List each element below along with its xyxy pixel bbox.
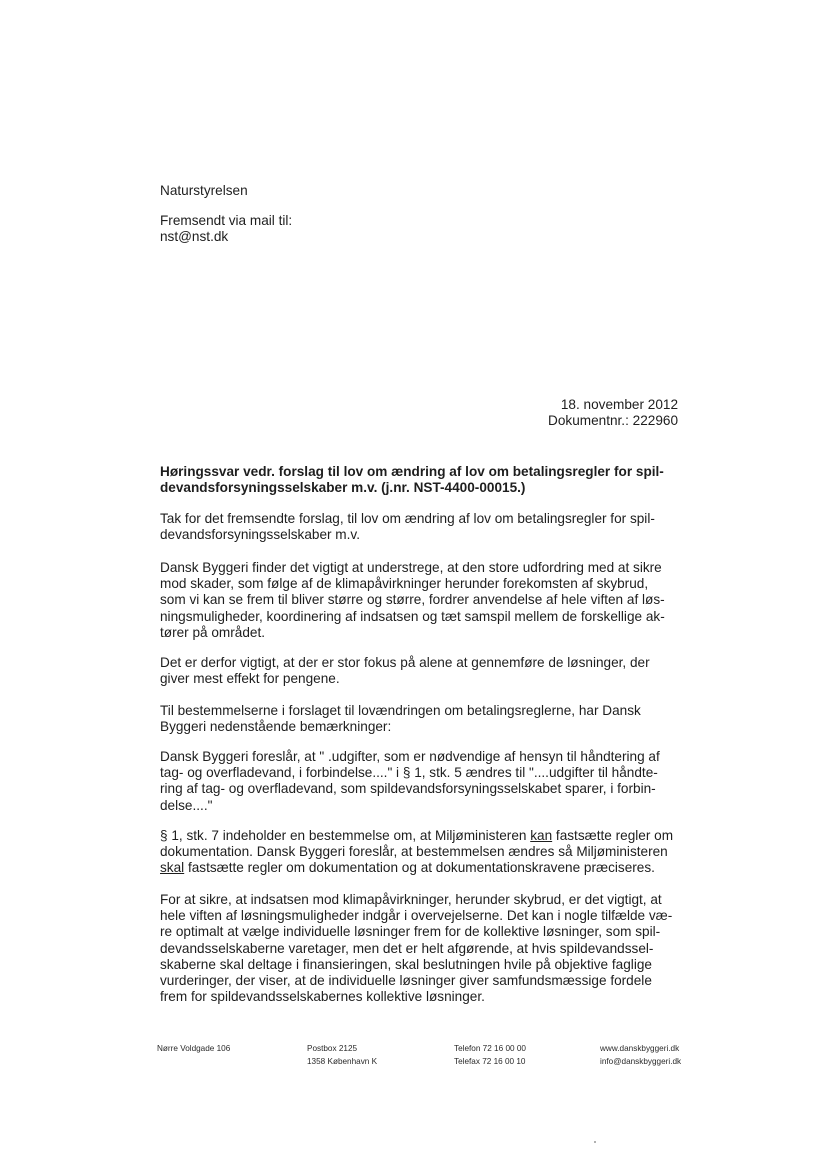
text-line: Dansk Byggeri foreslår, at " .udgifter, som er nødvendige af hensyn til håndtering af (160, 749, 660, 764)
footer-postbox (307, 1043, 377, 1068)
recipient-block (160, 183, 678, 246)
text-line: devandsselskaberne varetager, men det er helt afgørende, at hvis spildevandssel- (160, 940, 654, 956)
footer-fax: Telefax 72 16 00 10 (454, 1056, 526, 1066)
text-line: dokumentation. Dansk Byggeri foreslår, at bestemmelsen ændres så Miljøministeren (160, 844, 668, 860)
text-line: Dansk Byggeri finder det vigtigt at understrege, at den store udfordring med at sikre (160, 560, 662, 575)
scan-speck (594, 1141, 596, 1143)
footer-address (157, 1043, 230, 1056)
text-line: skaberne skal deltage i finansieringen, skal beslutningen hvile på objektive faglige (160, 956, 652, 972)
sent-via-label: Fremsendt via mail til: (160, 213, 293, 229)
text-line: hele viften af løsningsmuligheder indgår i overvejelserne. Det kan i nogle tilfælde væ- (160, 908, 673, 924)
text-line: giver mest effekt for pengene. (160, 671, 340, 687)
paragraph-4 (160, 703, 678, 735)
underlined-word: skal (160, 860, 185, 876)
text-line: mod skader, som følge af de klimapåvirkninger herunder forekomsten af skybrud, (160, 576, 649, 592)
paragraph-2 (160, 560, 678, 641)
text-line (160, 860, 678, 876)
footer-phone: Telefon 72 16 00 00 (454, 1044, 526, 1053)
text-line: vurderinger, der viser, at de individuelle løsninger giver samfundsmæssige fordele (160, 973, 652, 989)
text-line: devandsforsyningsselskaber m.v. (160, 527, 360, 543)
subject-line: Høringssvar vedr. forslag til lov om ændring af lov om betalingsregler for spil- (160, 464, 664, 479)
text-line: re optimalt at vælge individuelle løsninger frem for de kollektive løsninger, som spil- (160, 924, 661, 940)
paragraph-3 (160, 655, 678, 687)
footer-street: Nørre Voldgade 106 (157, 1044, 231, 1053)
paragraph-7 (160, 892, 678, 1005)
text-line: Til bestemmelserne i forslaget til lovændringen om betalingsreglerne, har Dansk (160, 703, 641, 718)
subject-line: devandsforsyningsselskaber m.v. (j.nr. NST-4400-00015.) (160, 480, 526, 496)
document-number: Dokumentnr.: 222960 (548, 413, 678, 429)
text-line: som vi kan se frem til bliver større og større, fordrer anvendelse af hele viften af løs- (160, 592, 665, 608)
subject-heading (160, 464, 678, 496)
underlined-word: kan (530, 828, 553, 843)
recipient-org: Naturstyrelsen (160, 183, 248, 198)
paragraph-1 (160, 511, 678, 543)
text-line: tag- og overfladevand, i forbindelse...." i § 1, stk. 5 ændres til "....udgifter til håndte- (160, 765, 658, 781)
recipient-email: nst@nst.dk (160, 229, 229, 245)
text-line: Tak for det fremsendte forslag, til lov om ændring af lov om betalingsregler for spil- (160, 511, 655, 526)
footer-postbox-city: 1358 København K (307, 1056, 378, 1066)
text-line: For at sikre, at indsatsen mod klimapåvirkninger, herunder skybrud, er det vigtigt, at (160, 892, 662, 907)
footer-email: info@danskbyggeri.dk (600, 1056, 682, 1066)
text-line: tører på området. (160, 624, 266, 640)
text-line: ring af tag- og overfladevand, som spildevandsforsyningsselskabet sparer, i forbin- (160, 781, 656, 797)
text-line: ningsmuligheder, koordinering af indsatsen og tæt samspil mellem de forskellige ak- (160, 608, 665, 624)
footer-web-block (600, 1043, 681, 1068)
footer-website: www.danskbyggeri.dk (600, 1044, 680, 1053)
text-line: delse...." (160, 797, 213, 813)
text-line: Det er derfor vigtigt, at der er stor fokus på alene at gennemføre de løsninger, der (160, 655, 650, 670)
paragraph-6 (160, 828, 678, 877)
text-segment: fastsætte regler om (552, 828, 674, 843)
text-line: frem for spildevandsselskabernes kollektive løsninger. (160, 989, 485, 1005)
text-line: Byggeri nedenstående bemærkninger: (160, 719, 392, 735)
footer-postbox-line: Postbox 2125 (307, 1044, 358, 1053)
letter-date: 18. november 2012 (560, 397, 678, 412)
date-block (548, 397, 678, 429)
paragraph-5 (160, 749, 678, 814)
text-line (160, 828, 678, 844)
text-segment: fastsætte regler om dokumentation og at dokumentationskravene præciseres. (184, 860, 655, 876)
text-segment: § 1, stk. 7 indeholder en bestemmelse om, at Miljøministeren (160, 828, 531, 843)
footer-phone-block (454, 1043, 526, 1068)
